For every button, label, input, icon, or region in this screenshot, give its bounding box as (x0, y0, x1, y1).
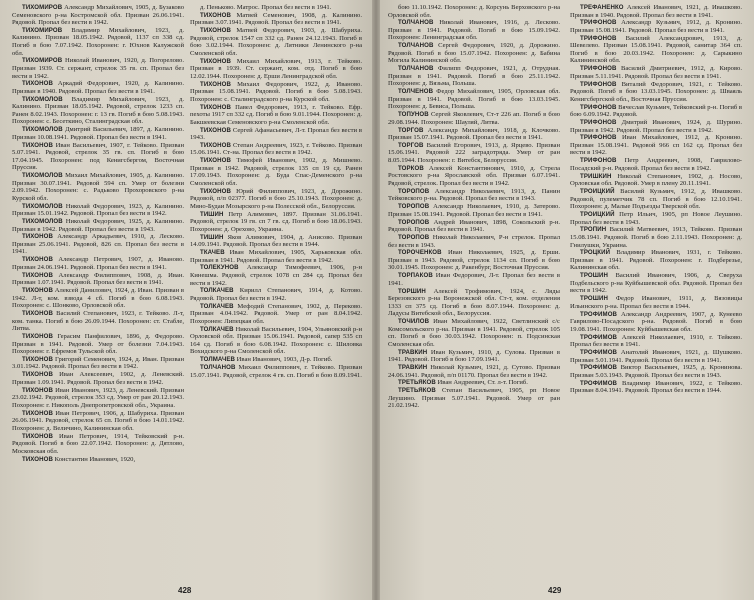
entry-surname: ТИХОНОВ (200, 80, 231, 88)
entry-details: Юрий Филиппович, 1923, д. Дорожино. Рядовой, п/п 02377. Погиб в бою 25.10.1943. Похоронен: д. Мяно-Будаи Мозырского р-на Полесской обл., Белоруссия. (190, 187, 362, 210)
entry-details: Константин Иванович, 1920, (54, 455, 136, 463)
memorial-entry (12, 57, 184, 80)
entry-surname: ТОРОЧЕНКОВ (398, 249, 442, 257)
entry-surname: ТИХОНОВ (22, 271, 53, 279)
memorial-entry (570, 211, 742, 226)
entry-details: Николай Иванович, 1916, д. Лесково. Призван в 1941. Рядовой. Погиб в бою 15.09.1942. Похоронен: Ленинградская обл. (388, 19, 560, 42)
memorial-entry (388, 288, 560, 318)
memorial-entry (12, 272, 184, 287)
entry-details: Александр Кузьмич, 1912, д. Кронино. Призван 15.08.1941. Рядовой. Пропал без вести в 1941. (570, 19, 742, 34)
memorial-entry (190, 81, 362, 104)
memorial-entry (570, 104, 742, 119)
memorial-entry (12, 287, 184, 310)
entry-surname: ТРОШИН (580, 295, 608, 303)
memorial-entry (388, 4, 560, 19)
entry-details: Иван Николаевич, 1925, д. Ерши. Призван в 1943. Рядовой, стрелок 1134 сп. Погиб в бою 30.01.1945. Похоронен: д. Ракенбург, Восточная Пруссия. (388, 249, 560, 272)
entry-details: Александр Михайлович, 1905, д. Бузаково Семеновского р-на Костромской обл. Призван 26.06.1941. Рядовой. Пропал без вести в 1942. (12, 4, 184, 27)
entry-surname: ТРИФОНОВ (580, 118, 617, 126)
entry-details: Петр Андреевич, 1908, Гавриловo-Посадский р-н. Рядовой. Пропал без вести в 1942. (570, 157, 742, 172)
entry-details: Герасим Панфилович, 1896, д. Федорово. Призван в 1941. Рядовой. Умер от болезни 7.04.1943. Похоронен: г. Ефремов Тульской обл. (12, 332, 184, 356)
entry-details: Иван Федорович, Л-т. Пропал без вести в 1941. (388, 272, 560, 287)
memorial-entry (388, 234, 560, 249)
entry-details: Михаил Филиппович, г. Тейково. Призван 15.07.1941. Рядовой, стрелок 4 гв. сп. Погиб в бою 8.09.1941. (190, 364, 362, 379)
entry-surname: ТИХОМОЛОВ (22, 95, 63, 103)
memorial-entry (388, 387, 560, 410)
entry-surname: ТОПУНОВ (398, 111, 429, 119)
entry-details: Сергей Афанасьевич, Л-т. Пропал без вести в 1943. (190, 126, 362, 142)
memorial-entry (12, 96, 184, 126)
memorial-entry (12, 233, 184, 256)
entry-details: Мефодий Степанович, 1902, д. Переково. Призван 4.04.1942. Рядовой. Умер от ран 8.04.1942. Похоронен: Липецкая обл. (190, 302, 362, 325)
memorial-entry (388, 272, 560, 287)
memorial-entry (570, 65, 742, 80)
memorial-entry (190, 12, 362, 27)
entry-details: Иван Михайлович, 1912, д. Кронино. Призван 15.08.1941. Рядовой 966 сп 162 сд. Пропал без вести в 1942. (570, 134, 742, 157)
memorial-entry (12, 4, 184, 27)
entry-details: Николай Федорович, 1923, д. Калинино. Призван 15.01.1942. Рядовой. Пропал без вести в 1942. (12, 202, 184, 218)
entry-surname: ТРЕФАНЕНКО (580, 4, 624, 11)
entry-details: Григорий Семенович, 1924, д. Иван. Призван 3.01.1942. Рядовой. Пропал без вести в 1942. (12, 355, 184, 371)
entry-surname: ТИХОНОВ (200, 126, 231, 134)
entry-details: Николай Васильевич, 1904, Ульяновский р-н Орловской обл. Призван 15.06.1941. Рядовой, сапер 535 сп 164 сд. Погиб в бою 6.08.1942. Похоронен: с. Шиловка Вохидского р-на Смоленской обл. (190, 325, 362, 356)
memorial-entry (190, 188, 362, 211)
memorial-entry (190, 364, 362, 379)
page-number-left: 428 (178, 586, 192, 595)
entry-details: Алексей Данилович, 1924, д. Иван. Призван в 1942. Л-т, ком. взвода 4 сб. Погиб в бою 6.08.1943. Похоронен: с. Шонково, Орловской обл. (12, 287, 184, 310)
memorial-entry (570, 4, 742, 19)
entry-details: Тимофей Иванович, 1902, д. Мишнево. Призван в 1942. Рядовой, стрелок 135 сп 19 сд. Ранен 17.09.1943. Похоронен: д. Буда Спас-Деменского р-на Смоленской обл. (190, 157, 362, 187)
entry-details: Иван Васильевич, 1907, г. Тейково. Призван 5.07.1941. Рядовой, стрелок 35 гв. сп. Погиб в бою 17.04.1945. Похоронен: под Кенигсбергом, Восточная Пруссия. (12, 141, 184, 172)
memorial-entry (570, 119, 742, 134)
memorial-entry (190, 127, 362, 142)
entry-surname: ТИХОНОВ (22, 371, 53, 379)
entry-surname: ТИХОНОВ (22, 287, 53, 295)
entry-surname: ТОРОПОВ (398, 233, 430, 241)
right-page-column-1 (388, 4, 560, 584)
entry-surname: ТОЛКАЧЕВ (200, 302, 234, 310)
entry-surname: ТОЧИЛОВ (398, 318, 430, 326)
entry-details: Степан Андреевич, 1923, г. Тейково. Призван 15.06.1941. Ст-на. Пропал без вести в 1942. (190, 141, 362, 157)
entry-details: Николай Николаевич, Р-н стрелок. Пропал без вести в 1943. (388, 233, 560, 249)
entry-surname: ТИХОМИРОВ (22, 4, 63, 11)
entry-surname: ТРОФИМОВ (580, 333, 618, 341)
entry-surname: ТОЛКАЧЕВ (200, 287, 234, 295)
entry-surname: ТОЛМАЧЕВ (200, 356, 235, 364)
entry-details: Михаил Михайлович, 1913, г. Тейково. Призван в 1939. Ст. сержант, ком. отд. Погиб в бою 12.02.1944. Похоронен: д. Ерши Ленинградской обл. (190, 57, 362, 80)
entry-details: Петр Алимович, 1897. Призван 31.06.1941. Рядовой, стрелок 19 гв. сп 7 гв. сд. Погиб в бою 18.06.1943. Похоронен: д. Орехово, Украина. (190, 210, 362, 233)
memorial-entry (190, 58, 362, 81)
entry-surname: ТИХОМИРОВ (22, 26, 63, 34)
entry-details: Василий Егорович, 1913, д. Ярцево. Призван 15.06.1941. Рядовой 222 заградотряда. Умер от ран 8.05.1944. Похоронен: г. Витебск, Белоруссия. (388, 141, 560, 165)
entry-details: Николай Степанович, 1902, д. Носово, Орловская обл. Рядовой. Умер в плену 20.11.1941. (570, 172, 742, 188)
left-page (0, 0, 372, 600)
entry-surname: ТОЛКАЧЕВ (200, 325, 234, 333)
entry-details: Вячеслав Кузьмич, Тейковский р-н. Погиб в бою 6.09.1942. Рядовой. (570, 103, 742, 119)
memorial-entry (12, 80, 184, 95)
entry-details: Федор Михайлович, 1905, Орловская обл. Призван в 1941. Рядовой. Погиб в бою 13.03.1945. Похоронен: д. Бевиса, Польша. (388, 88, 560, 111)
entry-surname: ТРИФОНОВ (580, 157, 617, 165)
entry-surname: ТОРГОВ (398, 126, 424, 134)
entry-details: Иван Михайлович, 1922, Светлинский с/с Комсомольского р-на. Призван в 1941. Рядовой, стрелок 105 сп. Погиб в бою 30.03.1942. Похоронен: п. Подсинская Смоленская обл. (388, 318, 560, 348)
entry-surname: ТРОИЦКИЙ (580, 211, 615, 219)
memorial-entry (190, 142, 362, 157)
entry-surname: ТИХОНОВ (200, 11, 231, 19)
entry-surname: ТОЛЕКУНОВ (200, 264, 239, 272)
entry-details: Степан Васильевич, 1905, рп Новое Леушино. Призван 5.07.1941. Рядовой. Умер от ран 21.02.1942. (388, 387, 560, 410)
memorial-entry (190, 27, 362, 57)
entry-details: Петр Ильич, 1905, рп Новое Леушино. Пропал без вести в 1943. (570, 211, 742, 226)
entry-surname: ТИХОМОЛОВ (22, 217, 63, 225)
left-page-column-1 (12, 4, 184, 584)
memorial-entry (12, 433, 184, 456)
entry-details: Николай Иванович, 1920, д. Погорелово. Призван 1939. Ст. сержант, стрелок 35 гв. сп. Пропал без вести в 1942. (12, 57, 184, 80)
entry-details: Василий Александрович, 1913, д. Шевелево. Призван 15.08.1941. Рядовой, санитар 364 сп. Погиб в бою 20.03.1942. Похоронен: д. Сарыкино Калининской обл. (570, 34, 742, 65)
book-gutter (372, 0, 380, 600)
entry-details: Иван Иванович, 1923, д. Леневский. Призван 23.02.1942. Рядовой, стрелок 353 сд. Умер от ран 20.12.1943. Похоронен: г. Никополь Днепропетровской обл., Украина. (12, 386, 184, 409)
memorial-entry (190, 264, 362, 287)
entry-details: Яков Алимович, 1904, д. Анисово. Призван 14.09.1941. Рядовой. Пропал без вести в 1944. (190, 233, 362, 249)
entry-surname: ТИХОНОВ (200, 103, 231, 111)
entry-details: Александр Михайлович, 1918, д. Клочково. Призван 15.07.1941. Рядовой. Пропал без вести в 1941. (388, 126, 560, 142)
entry-details: Аркадий Федорович, 1920, д. Калинино. Призван в 1940. Рядовой. Пропал без вести в 1941. (12, 80, 184, 95)
entry-details: Василий Дмитриевич, 1912, д. Кирово. Призван 5.11.1941. Рядовой. Пропал без вести в 1941. (570, 65, 742, 80)
left-page-column-2 (190, 4, 362, 584)
memorial-entry (388, 88, 560, 111)
entry-details: Михаил Федорович, 1922, д. Иваново. Призван 15.08.1941. Рядовой. Погиб в бою 5.08.1943. Похоронен: с. Сталинградского р-на Курской обл. (190, 80, 362, 103)
entry-details: Василий Степанович, 1923, г. Тейково. Л-т, ком. танка. Погиб в бою 26.09.1944. Похоронен: ст. Стабле, Литва. (12, 310, 184, 333)
entry-surname: ТРИФОНОВ (580, 65, 617, 73)
memorial-entry (12, 410, 184, 433)
entry-details: Анатолий Иванович, 1921, д. Шушково. Призван 5.01.1941. Рядовой. Пропал без вести в 1941. (570, 348, 742, 364)
memorial-entry (388, 165, 560, 188)
entry-surname: ТИХОНОВ (22, 310, 53, 318)
entry-details: Дмитрий Иванович, 1924, д. Шурино. Призван в 1942. Рядовой. Пропал без вести в 1942. (570, 118, 742, 134)
memorial-entry (570, 334, 742, 349)
memorial-entry (388, 249, 560, 272)
entry-details: бою 11.10.1942. Похоронен: д. Корсунь Верховского р-на Орловской обл. (388, 4, 560, 19)
right-page (380, 0, 754, 600)
entry-surname: ТОРОПОВ (398, 218, 430, 226)
entry-details: Андрей Иванович, 1898, Сокольский р-н. Рядовой. Пропал без вести в 1941. (388, 218, 560, 234)
memorial-entry (190, 303, 362, 326)
memorial-entry (12, 371, 184, 386)
memorial-entry (12, 387, 184, 410)
memorial-entry (12, 356, 184, 371)
entry-surname: ТРОИЦКИЙ (580, 188, 615, 196)
memorial-entry (190, 326, 362, 356)
memorial-entry (388, 318, 560, 348)
entry-details: Филипп Федорович, 1921, д. Отрудная. Призван в 1941. Рядовой. Погиб в бою 25.11.1942. Похоронен: д. Вязьма, Польша. (388, 65, 560, 88)
entry-details: Сергей Яковлевич, Ст-т 226 ап. Погиб в бою 29.08.1944. Похоронен: Шауляй, Литва. (388, 111, 560, 126)
memorial-entry (12, 456, 184, 464)
right-page-column-2 (570, 4, 742, 584)
memorial-entry (570, 173, 742, 188)
memorial-entry (570, 35, 742, 65)
entry-details: Михаил Михайлович, 1905, д. Калинино. Призван 30.07.1941. Рядовой 594 сп. Умер от болезни 2.09.1942. Похоронен: с. Радьково Прохоровского р-на Курской обл. (12, 172, 184, 202)
entry-surname: ТРОПИН (580, 226, 607, 234)
memorial-entry (388, 42, 560, 65)
memorial-entry (570, 188, 742, 211)
entry-details: д. Пеньково. Матрос. Пропал без вести в 1941. (200, 4, 332, 11)
memorial-entry (12, 256, 184, 271)
entry-details: Алексей Трофимович, 1924, с. Ляды Березовского р-на Воронежской обл. Ст-т, ком. отделения 1333 сп 375 сд. Погиб в бою 8.07.1944. Похоронен: д. Ладусы Витебской обл., Белоруссия. (388, 287, 560, 318)
entry-surname: ТРОФИМОВ (580, 310, 618, 318)
entry-details: Иван Петрович, 1906, д. Шабурихa. Призван 26.06.1941. Рядовой, стрелок 65 сп. Погиб в бою 14.01.1942. Похоронен: д. Величино, Калининская обл. (12, 409, 184, 432)
memorial-entry (190, 104, 362, 127)
entry-details: Алексей Константинович, 1910, д. Стрела Ростовского р-на Ярославской обл. Призван 6.07.1941. Рядовой, стрелок. Пропал без вести в 1942. (388, 164, 560, 187)
entry-surname: ТРИФОНОВ (580, 80, 617, 88)
entry-surname: ТИХОНОВ (22, 256, 53, 264)
memorial-entry (570, 134, 742, 157)
entry-details: Владимир Иванович, 1931, г. Тейково. Призван в 1941. Рядовой. Похоронен: г. Подберезье, Калининская обл. (570, 249, 742, 272)
entry-surname: ТОРКОВ (398, 164, 424, 172)
entry-surname: ТИХОНОВ (22, 332, 53, 340)
memorial-entry (190, 157, 362, 187)
entry-surname: ТРОФИМОВ (580, 364, 618, 372)
entry-details: Иван Кузьмич, 1910, д. Сулова. Призван в 1941. Рядовой. Погиб в бою 17.09.1941. (388, 348, 560, 364)
memorial-entry (388, 19, 560, 42)
entry-surname: ТРИФОНОВ (580, 34, 617, 42)
memorial-entry (12, 27, 184, 57)
memorial-entry (12, 172, 184, 202)
entry-surname: ТИХОМОЛОВ (22, 172, 63, 180)
entry-details: Владимир Михайлович, 1923, д. Калинино. Призван 18.05.1942. Рядовой, 1137 сп 338 сд. Погиб в бою 7.07.1942. Похоронен: г. Юхнов Калужской обл. (12, 26, 184, 57)
entry-details: Александр Петрович, 1907, д. Иваново. Призван 24.06.1941. Рядовой. Пропал без вести в 1941. (12, 256, 184, 271)
memorial-entry (388, 188, 560, 203)
entry-surname: ТИХОНОВ (22, 386, 53, 394)
entry-surname: ТИХОНОВ (200, 27, 231, 35)
entry-surname: ТКАЧЕВ (200, 249, 225, 257)
memorial-entry (12, 203, 184, 218)
memorial-entry (570, 380, 742, 395)
entry-details: Александр Филиппович, 1908, д. Иван. Призван 1.07.1941. Рядовой. Пропал без вести в 1941. (12, 271, 184, 287)
memorial-entry (388, 142, 560, 165)
entry-details: Иван Михайлович, 1905, Харьковская обл. Призван в 1941. Рядовой. Пропал без вести в 1942. (190, 249, 362, 264)
entry-surname: ТРОЦКИЙ (580, 249, 611, 257)
memorial-entry (570, 19, 742, 34)
memorial-entry (12, 218, 184, 233)
entry-surname: ТРЕТЬЯКОВ (398, 379, 436, 387)
entry-details: Александр Николаевич, 1913, д. Панин Тейковского р-на. Рядовой. Пропал без вести в 1943. (388, 187, 560, 203)
entry-details: Василий Матвеевич, 1913, Тейково. Призван 15.08.1941. Рядовой. Погиб в бою 2.11.1943. Похоронен: д. Гнилушки, Украина. (570, 226, 742, 249)
memorial-entry (12, 142, 184, 172)
memorial-entry (388, 364, 560, 379)
entry-surname: ТРИФОНОВ (580, 19, 617, 27)
entry-surname: ТИХОМОЛОВ (22, 202, 63, 210)
memorial-entry (570, 249, 742, 272)
entry-surname: ТОЛЧАНОВ (398, 65, 434, 73)
entry-details: Иван Петрович, 1914, Тейковский р-н. Рядовой. Погиб в бою 22.07.1942. Похоронен: д. Дятлово, Московская обл. (12, 432, 184, 455)
entry-details: Дмитрий Васильевич, 1897, д. Калинино. Призван 10.08.1941. Рядовой. Пропал без вести в 1941. (12, 126, 184, 141)
memorial-entry (190, 287, 362, 302)
memorial-entry (570, 364, 742, 379)
memorial-entry (12, 333, 184, 356)
entry-surname: ТИХОНОВ (22, 80, 53, 88)
entry-surname: ТРОШИН (580, 272, 608, 280)
entry-surname: ТРИФОНОВ (580, 103, 617, 111)
memorial-entry (12, 126, 184, 141)
memorial-entry (388, 65, 560, 88)
entry-surname: ТРАВКИН (398, 348, 428, 356)
memorial-entry (190, 4, 362, 12)
entry-surname: ТИШИН (200, 210, 224, 218)
memorial-entry (12, 310, 184, 333)
entry-surname: ТОРШИН (398, 287, 426, 295)
entry-surname: ТИШИН (200, 233, 224, 241)
entry-details: Иван Андреевич, Ст. л-т. Погиб. (437, 379, 528, 387)
entry-details: Николай Кузьмич, 1921, д. Сутово. Призван 24.06.1941. Рядовой, п/п 01170. Пропал без вести в 1942. (388, 364, 560, 379)
entry-details: Владимир Михайлович, 1923, д. Калинино. Призван 18.05.1942. Рядовой, стрелок 1233 сп. Ранен 8.02.1943. Похоронен: г. 13 гв. Погиб в бою 5.08.1943. Похоронен: с. Бесеткино, Сталинградская обл. (12, 95, 184, 126)
memorial-entry (388, 349, 560, 364)
entry-surname: ТИХОНОВ (22, 141, 53, 149)
entry-details: Николай Федорович, 1925, д. Калинино. Призван в 1942. Рядовой. Пропал без вести в 1943. (12, 217, 184, 233)
memorial-entry (388, 379, 560, 387)
entry-details: Матвей Федорович, 1903, д. Шабурихa. Рядовой, стрелок 1547 сп 332 сд. Ранен 24.12.1943. Погиб в бою 3.02.1944. Похоронен: д. Лятники Ленинского р-на Смоленской обл. (190, 27, 362, 57)
memorial-entry (570, 295, 742, 310)
memorial-entry (190, 211, 362, 234)
page-number-right: 429 (548, 586, 562, 595)
entry-details: Василий Иванович, 1906, д. Сверуха Подбельского р-на Куйбышевской обл. Рядовой. Пропал без вести в 1942. (570, 272, 742, 295)
memorial-entry (388, 203, 560, 218)
entry-details: Федор Иванович, 1911, д. Вязовицы Ильинского р-на. Пропал без вести в 1944. (570, 295, 742, 310)
memorial-entry (570, 81, 742, 104)
entry-details: Александр Аркадьевич, 1910, д. Лесково. Призван 25.06.1941. Рядовой, 826 сп. Пропал без вести в 1941. (12, 233, 184, 256)
entry-surname: ТРАВКИН (398, 364, 428, 372)
memorial-entry (388, 127, 560, 142)
entry-surname: ТИХОНОВ (22, 355, 53, 363)
entry-details: Алексей Николаевич, 1910, г. Тейково. Пропал без вести в 1941. (570, 333, 742, 349)
entry-details: Александр Николаевич, 1910, д. Затерово. Призван 15.08.1941. Рядовой. Пропал без вести в 1941. (388, 203, 560, 218)
entry-surname: ТРОФИМОВ (580, 379, 618, 387)
entry-surname: ТИХОМОЛОВ (22, 126, 63, 134)
entry-surname: ТРЕТЬЯКОВ (398, 387, 436, 395)
entry-details: Павел Федорович, 1913, г. Тейково. Ефр. пехоты 1917 сп 332 сд. Погиб в бою 9.01.1944. Похоронен: д. Бакшеевская Семеновского р-на Смоленской обл. (190, 103, 362, 126)
entry-surname: ТОЛЧАНОВ (398, 19, 434, 27)
entry-surname: ТРОФИМОВ (580, 348, 618, 356)
entry-surname: ТОЛЧАНОВ (398, 42, 434, 50)
entry-surname: ТОРОПОВ (398, 203, 430, 211)
entry-details: Василий Кузьмич, 1912, д. Ивашково. Рядовой, пулеметчик 78 сп. Погиб в бою 12.10.1941. Похоронен: д. Малые Подъезды Тверской обл. (570, 188, 742, 211)
entry-surname: ТОЛЧАНОВ (200, 364, 236, 372)
entry-surname: ТОРПАКОВ (398, 272, 433, 280)
memorial-entry (570, 349, 742, 364)
memorial-entry (388, 111, 560, 126)
entry-surname: ТИХОНОВ (200, 187, 231, 195)
entry-details: Матвей Семенович, 1908, д. Калинино. Призван 3.07.1941. Рядовой. Пропал без вести в 1941. (190, 11, 362, 27)
memorial-entry (388, 219, 560, 234)
entry-surname: ТОЛЧЕНОВ (398, 88, 434, 96)
memorial-entry (190, 249, 362, 264)
entry-surname: ТИХОМИРОВ (22, 57, 63, 65)
entry-surname: ТИХОНОВ (200, 57, 231, 65)
entry-details: Иван Алексеевич, 1902, д. Леневский. Призван 1.09.1941. Рядовой. Пропал без вести в 1942. (12, 371, 184, 386)
entry-surname: ТИХОНОВ (22, 455, 53, 463)
entry-details: Виталий Федорович, 1921, г. Тейково. Рядовой. Погиб в бою 13.03.1945. Похоронен: д. Шваяль Кенигсбергской обл., Восточная Пруссия. (570, 80, 742, 103)
entry-surname: ТРИШКИН (580, 172, 612, 180)
entry-surname: ТИХОНОВ (22, 432, 53, 440)
entry-surname: ТРИФОНОВ (580, 134, 617, 142)
entry-surname: ТОРГОВ (398, 141, 424, 149)
memorial-entry (190, 356, 362, 364)
entry-surname: ТОРОПОВ (398, 187, 430, 195)
memorial-entry (570, 311, 742, 334)
entry-details: Кирилл Степанович, 1914, д. Котово. Рядовой. Пропал без вести в 1942. (190, 287, 362, 302)
memorial-entry (190, 234, 362, 249)
entry-surname: ТИХОНОВ (22, 409, 53, 417)
entry-details: Алексей Иванович, 1921, д. Ивашково. Призван в 1940. Рядовой. Пропал без вести в 1941. (570, 4, 742, 19)
entry-details: Виктор Васильевич, 1925, д. Кронинова. Призван 5.03.1943. Рядовой. Пропал без вести в 1943. (570, 364, 742, 379)
entry-surname: ТИХОНОВ (200, 141, 231, 149)
entry-details: Иван Иванович, 1903, Д-р. Погиб. (236, 356, 333, 364)
memorial-entry (570, 226, 742, 249)
memorial-entry (570, 157, 742, 172)
entry-surname: ТИХОНОВ (200, 157, 231, 165)
memorial-entry (570, 272, 742, 295)
entry-details: Сергей Федорович, 1920, д. Дорожино. Рядовой. Погиб в бою 15.07.1942. Похоронен: д. Бабина Могила Калининской обл. (388, 42, 560, 65)
entry-details: Владимир Иванович, 1922, г. Тейково. Призван 8.04.1941. Рядовой. Пропал без вести в 1944. (570, 379, 742, 395)
entry-surname: ТИХОНОВ (22, 233, 53, 241)
entry-details: Александр Андреевич, 1907, д. Кунеево Гаврилово-Посадского р-на. Рядовой. Погиб в бою 19.08.1941. Похоронен: Куйбышевская обл. (570, 310, 742, 333)
entry-details: Александр Тимофеевич, 1906, р-н Кинешма. Рядовой, стрелок 1078 сп 284 сд. Пропал без вести в 1942. (190, 264, 362, 287)
